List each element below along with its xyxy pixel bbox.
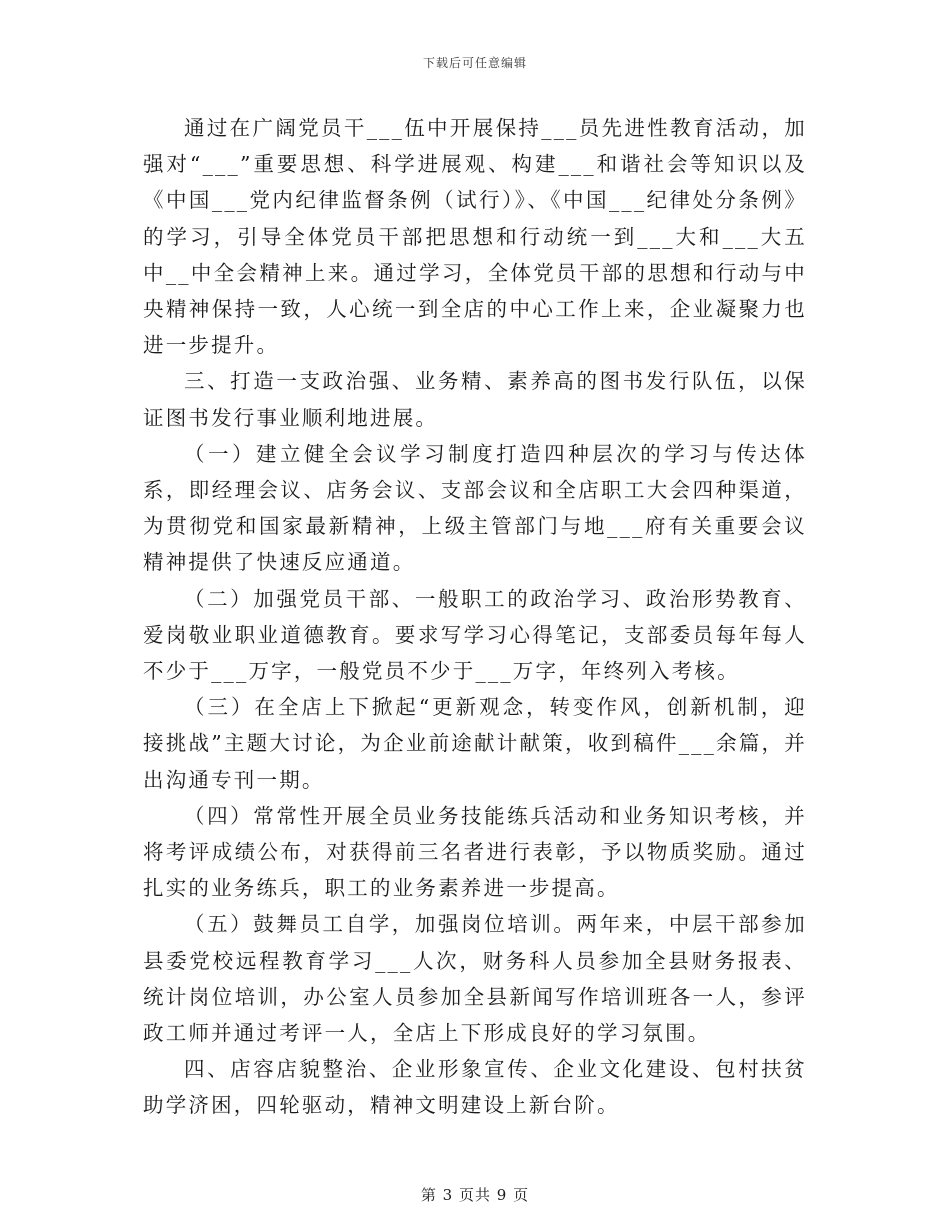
paragraph-item-five: （五）鼓舞员工自学，加强岗位培训。两年来，中层干部参加县委党校远程教育学习___人次，财务科人员参加全县财务报表、统计岗位培训，办公室人员参加全县新闻写作培训班各一人，参评政工师并通过考评一人，全店上下形成良好的学习氛围。 xyxy=(143,912,807,1046)
paragraph-study-activities: 通过在广阔党员干___伍中开展保持___员先进性教育活动，加强对“___”重要思想、科学进展观、构建___和谐社会等知识以及《中国___党内纪律监督条例（试行）》、《中国___纪律处分条例》的学习，引导全体党员干部把思想和行动统一到___大和___大五中__中全会精神上来。通过学习，全体党员干部的思想和行动与中央精神保持一致，人心统一到全店的中心工作上来，企业凝聚力也进一步提升。 xyxy=(143,116,807,358)
document-body xyxy=(143,110,807,1124)
paragraph-section-four-heading: 四、店容店貌整治、企业形象宣传、企业文化建设、包村扶贫助学济困，四轮驱动，精神文明建设上新台阶。 xyxy=(143,1057,807,1118)
paragraph-item-two: （二）加强党员干部、一般职工的政治学习、政治形势教育、爱岗敬业职业道德教育。要求写学习心得笔记，支部委员每年每人不少于___万字，一般党员不少于___万字，年终列入考核。 xyxy=(143,586,807,684)
page-number: 第 3 页共 9 页 xyxy=(420,1186,530,1204)
header-note: 下载后可任意编辑 xyxy=(422,56,527,70)
paragraph-section-three-heading: 三、打造一支政治强、业务精、素养高的图书发行队伍，以保证图书发行事业顺利地进展。 xyxy=(143,369,807,430)
paragraph-item-four: （四）常常性开展全员业务技能练兵活动和业务知识考核，并将考评成绩公布，对获得前三名者进行表彰，予以物质奖励。通过扎实的业务练兵，职工的业务素养进一步提高。 xyxy=(143,803,807,901)
paragraph-item-three: （三）在全店上下掀起“更新观念，转变作风，创新机制，迎接挑战”主题大讨论，为企业前途献计献策，收到稿件___余篇，并出沟通专刊一期。 xyxy=(143,695,807,792)
paragraph-item-one: （一）建立健全会议学习制度打造四种层次的学习与传达体系，即经理会议、店务会议、支部会议和全店职工大会四种渠道，为贯彻党和国家最新精神，上级主管部门与地___府有关重要会议精神提供了快速反应通道。 xyxy=(143,441,807,575)
